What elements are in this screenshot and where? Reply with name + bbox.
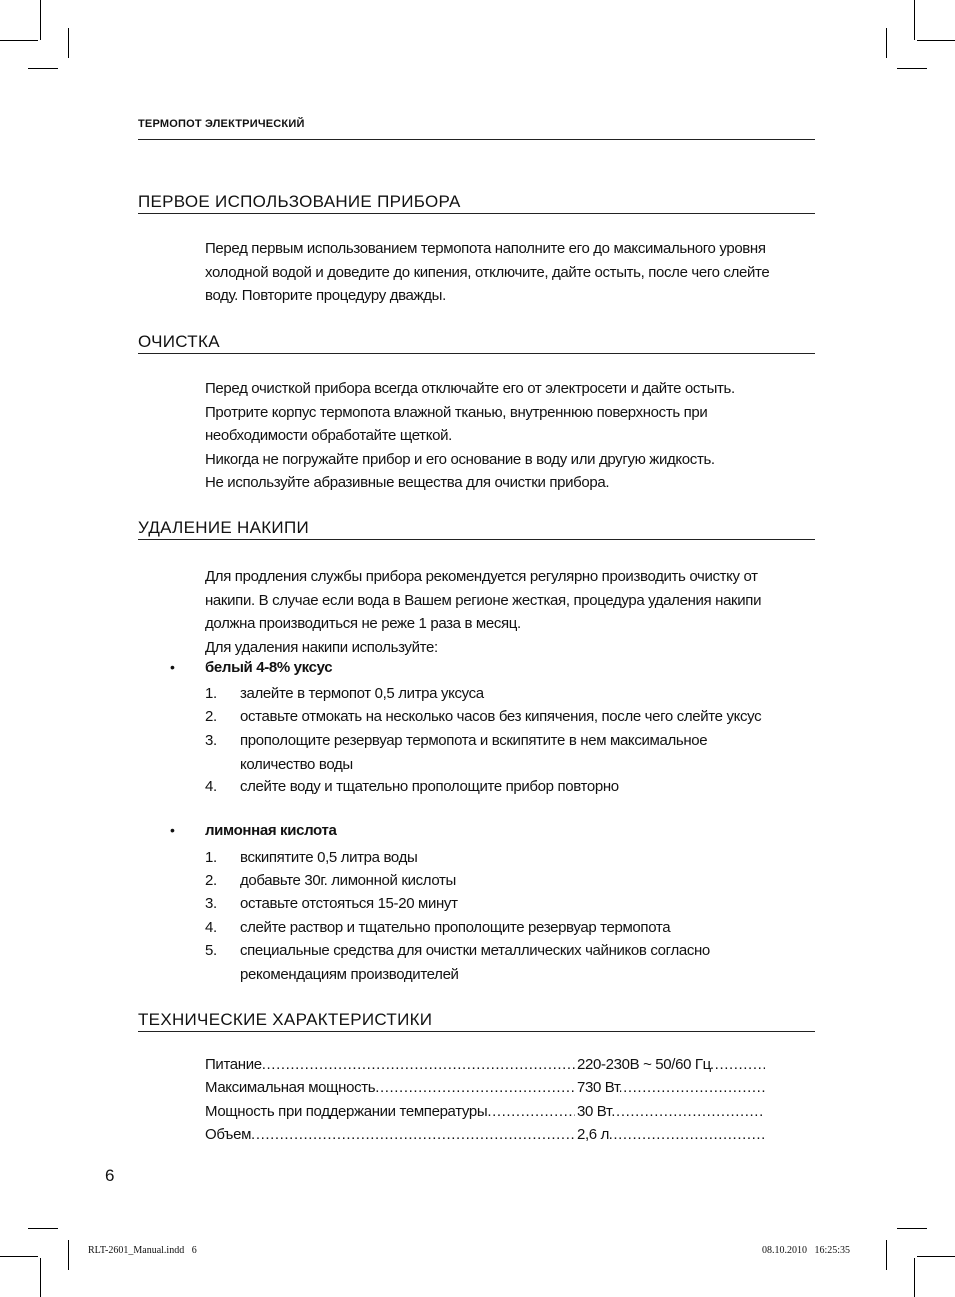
- file-slug: RLT-2601_Manual.indd 6: [88, 1245, 197, 1256]
- crop-mark: [40, 0, 41, 40]
- spec-value: 2,6 л: [577, 1126, 610, 1143]
- spec-label: Максимальная мощность: [205, 1079, 376, 1096]
- text-line: Для удаления накипи используйте:: [205, 638, 438, 656]
- text-line: Никогда не погружайте прибор и его основание в воду или другую жидкость.: [205, 450, 715, 468]
- step-text: добавьте 30г. лимонной кислоты: [240, 872, 456, 889]
- text-line: воду. Повторите процедуру дважды.: [205, 287, 446, 304]
- crop-mark: [68, 28, 69, 58]
- date-slug: 08.10.2010 16:25:35: [762, 1245, 851, 1256]
- numbered-step: [205, 869, 820, 893]
- spec-row-volume: [205, 1126, 765, 1149]
- text-line: Не используйте абразивные вещества для очистки прибора.: [205, 474, 610, 491]
- step-number: 3.: [205, 895, 217, 912]
- dot-leader: [487, 1103, 765, 1120]
- section-title-specs: ТЕХНИЧЕСКИЕ ХАРАКТЕРИСТИКИ: [138, 1010, 815, 1032]
- spec-row-power-supply: [205, 1056, 765, 1079]
- text-line: Перед первым использованием термопота наполните его до максимального уровня: [205, 240, 766, 257]
- numbered-step: [205, 705, 820, 729]
- crop-mark: [897, 1228, 927, 1229]
- crop-mark: [886, 1240, 887, 1270]
- method-label-vinegar: белый 4-8% уксус: [205, 659, 333, 676]
- numbered-step: [205, 846, 820, 870]
- step-text: количество воды: [240, 755, 353, 773]
- spec-label: Объем: [205, 1126, 252, 1143]
- text-line: Для продления службы прибора рекомендуется регулярно производить очистку от: [205, 568, 758, 585]
- crop-mark: [68, 1240, 69, 1270]
- cleaning-paragraph: [205, 377, 820, 495]
- dot-leader: [251, 1126, 765, 1143]
- text-line: Перед очисткой прибора всегда отключайте его от электросети и дайте остыть.: [205, 380, 735, 397]
- first-use-paragraph: [205, 237, 820, 308]
- step-number: 5.: [205, 942, 217, 959]
- crop-mark: [0, 1256, 38, 1257]
- crop-mark: [28, 1228, 58, 1229]
- text-line: необходимости обработайте щеткой.: [205, 427, 452, 444]
- step-text: прополощите резервуар термопота и вскипятите в нем максимальное: [240, 732, 708, 749]
- step-text: оставьте отмокать на несколько часов без кипячения, после чего слейте уксус: [240, 708, 762, 725]
- crop-mark: [917, 1256, 955, 1257]
- spec-row-max-power: [205, 1079, 765, 1102]
- bullet-icon: •: [170, 822, 175, 838]
- crop-mark: [914, 0, 915, 40]
- spec-label: Мощность при поддержании температуры: [205, 1103, 488, 1120]
- step-number: 1.: [205, 849, 217, 866]
- text-line: холодной водой и доведите до кипения, отключите, дайте остыть, после чего слейте: [205, 263, 770, 281]
- step-text: слейте раствор и тщательно прополощите резервуар термопота: [240, 919, 671, 936]
- running-header: ТЕРМОПОТ ЭЛЕКТРИЧЕСКИЙ: [138, 118, 815, 140]
- step-number: 1.: [205, 685, 217, 702]
- step-text: оставьте отстояться 15-20 минут: [240, 895, 458, 912]
- descaling-intro: [205, 565, 820, 659]
- step-text: вскипятите 0,5 литра воды: [240, 849, 418, 866]
- numbered-step: [205, 892, 820, 916]
- crop-mark: [28, 68, 58, 69]
- page-number: 6: [105, 1166, 115, 1185]
- spec-label: Питание: [205, 1056, 262, 1073]
- numbered-step: [205, 775, 820, 799]
- step-number: 4.: [205, 919, 217, 936]
- section-title-first-use: ПЕРВОЕ ИСПОЛЬЗОВАНИЕ ПРИБОРА: [138, 192, 815, 214]
- text-line: Протрите корпус термопота влажной тканью, внутреннюю поверхность при: [205, 403, 708, 421]
- spec-value: 30 Вт: [577, 1103, 613, 1120]
- text-line: должна производиться не реже 1 раза в месяц.: [205, 615, 521, 632]
- dot-leader: [375, 1079, 765, 1096]
- spec-value: 220-230В ~ 50/60 Гц: [577, 1056, 711, 1073]
- step-number: 3.: [205, 732, 217, 749]
- numbered-step: [205, 682, 820, 706]
- numbered-step: [205, 729, 820, 776]
- spec-row-keep-warm-power: [205, 1103, 765, 1126]
- numbered-step: [205, 916, 820, 940]
- crop-mark: [897, 68, 927, 69]
- step-number: 2.: [205, 708, 217, 725]
- step-number: 2.: [205, 872, 217, 889]
- step-text: залейте в термопот 0,5 литра уксуса: [240, 685, 484, 702]
- step-text: слейте воду и тщательно прополощите прибор повторно: [240, 778, 619, 795]
- bullet-icon: •: [170, 659, 175, 675]
- text-line: накипи. В случае если вода в Вашем регионе жесткая, процедура удаления накипи: [205, 591, 762, 609]
- crop-mark: [917, 40, 955, 41]
- step-text: специальные средства для очистки металлических чайников согласно: [240, 942, 710, 959]
- numbered-step: [205, 939, 820, 986]
- step-number: 4.: [205, 778, 217, 795]
- section-title-cleaning: ОЧИСТКА: [138, 332, 815, 354]
- spec-value: 730 Вт: [577, 1079, 621, 1096]
- method-label-citric-acid: лимонная кислота: [205, 822, 337, 839]
- crop-mark: [40, 1258, 41, 1297]
- section-title-descaling: УДАЛЕНИЕ НАКИПИ: [138, 518, 815, 540]
- crop-mark: [914, 1258, 915, 1297]
- step-text: рекомендациям производителей: [240, 965, 459, 983]
- crop-mark: [886, 28, 887, 58]
- crop-mark: [0, 40, 38, 41]
